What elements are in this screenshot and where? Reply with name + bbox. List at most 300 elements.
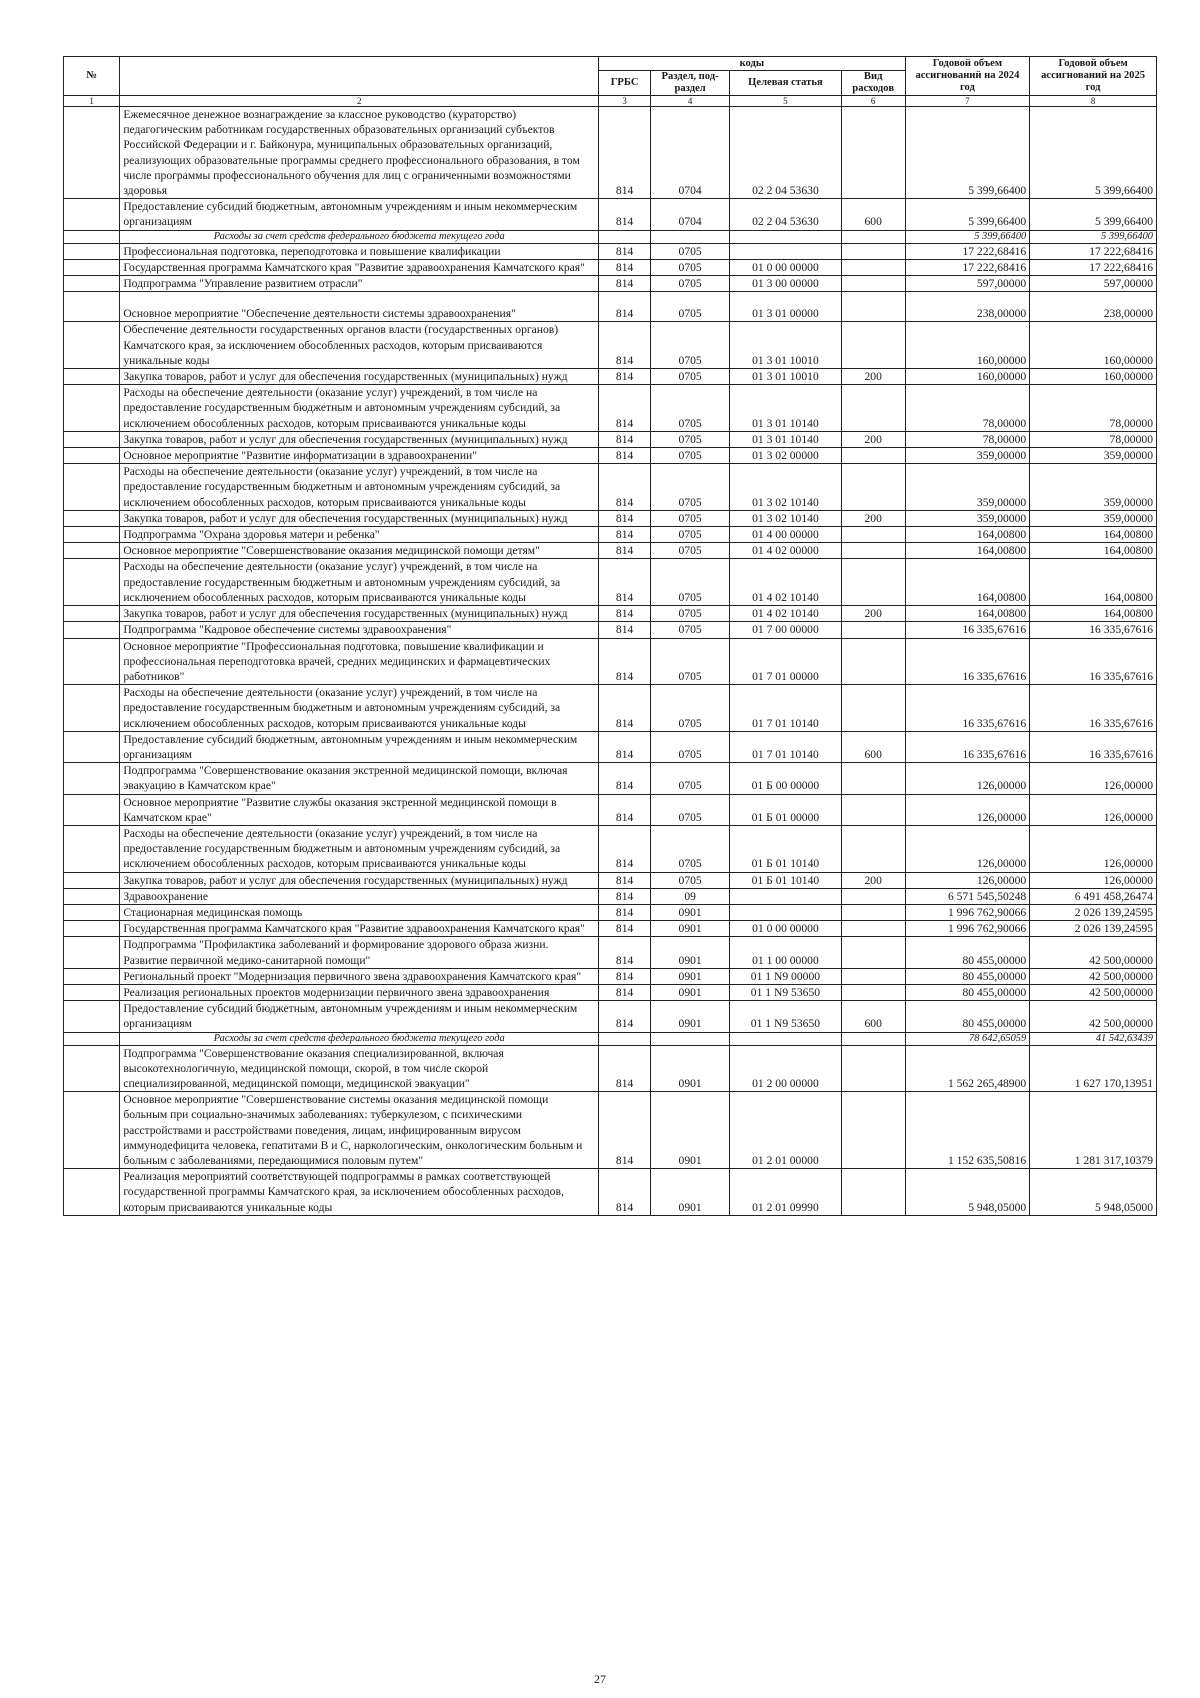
cell-grbs: 814 (599, 731, 651, 762)
table-row (64, 543, 1157, 559)
cell-vid (841, 543, 905, 559)
table-row (64, 937, 1157, 968)
cell-grbs: 814 (599, 685, 651, 732)
cell-num (64, 937, 120, 968)
cell-vol-2024: 164,00800 (905, 527, 1030, 543)
cell-num (64, 385, 120, 432)
cell-target: 01 2 01 00000 (730, 1092, 842, 1169)
cell-vol-2024: 164,00800 (905, 543, 1030, 559)
cell-target: 01 7 01 00000 (730, 638, 842, 685)
cell-razdel: 0901 (651, 1045, 730, 1092)
header-vol-2024: Годовой объем ассигнований на 2024 год (905, 57, 1030, 96)
table-row (64, 431, 1157, 447)
table-row (64, 527, 1157, 543)
cell-target (730, 904, 842, 920)
cell-num (64, 888, 120, 904)
cell-vid (841, 559, 905, 606)
cell-grbs: 814 (599, 431, 651, 447)
cell-target: 01 3 01 10010 (730, 322, 842, 369)
cell-name: Подпрограмма "Совершенствование оказания экстренной медицинской помощи, включая эвакуацию в Камчатском крае" (120, 763, 599, 794)
col-number: 6 (841, 96, 905, 107)
budget-table (63, 56, 1157, 1216)
cell-name: Предоставление субсидий бюджетным, автономным учреждениям и иным некоммерческим организациям (120, 1001, 599, 1032)
cell-name: Подпрограмма "Управление развитием отрасли" (120, 276, 599, 292)
cell-num (64, 276, 120, 292)
cell-razdel: 0901 (651, 937, 730, 968)
cell-num (64, 763, 120, 794)
cell-grbs: 814 (599, 559, 651, 606)
cell-vol-2024: 359,00000 (905, 510, 1030, 526)
cell-razdel: 0704 (651, 199, 730, 230)
cell-grbs: 814 (599, 968, 651, 984)
cell-name: Предоставление субсидий бюджетным, автономным учреждениям и иным некоммерческим организациям (120, 731, 599, 762)
cell-vid (841, 888, 905, 904)
cell-grbs: 814 (599, 448, 651, 464)
cell-target: 01 3 00 00000 (730, 276, 842, 292)
cell-name: Стационарная медицинская помощь (120, 904, 599, 920)
cell-num (64, 904, 120, 920)
cell-vid (841, 385, 905, 432)
cell-vol-2025: 5 399,66400 (1030, 230, 1157, 243)
cell-vol-2024: 80 455,00000 (905, 1001, 1030, 1032)
cell-vol-2024: 5 399,66400 (905, 199, 1030, 230)
cell-target (730, 243, 842, 259)
table-row (64, 230, 1157, 243)
table-row (64, 199, 1157, 230)
cell-vol-2025: 42 500,00000 (1030, 937, 1157, 968)
cell-vol-2024: 78 642,65059 (905, 1032, 1030, 1045)
cell-target: 01 3 02 00000 (730, 448, 842, 464)
table-row (64, 559, 1157, 606)
cell-num (64, 543, 120, 559)
cell-target (730, 230, 842, 243)
header-codes: коды (599, 57, 906, 71)
table-row (64, 622, 1157, 638)
cell-vol-2024: 78,00000 (905, 385, 1030, 432)
cell-razdel: 0705 (651, 369, 730, 385)
cell-vid (841, 685, 905, 732)
cell-vol-2025: 6 491 458,26474 (1030, 888, 1157, 904)
cell-razdel: 0705 (651, 638, 730, 685)
cell-vid (841, 527, 905, 543)
cell-grbs: 814 (599, 107, 651, 199)
table-row (64, 606, 1157, 622)
table-row (64, 322, 1157, 369)
cell-vol-2025: 238,00000 (1030, 292, 1157, 322)
table-row (64, 904, 1157, 920)
cell-vol-2024: 78,00000 (905, 431, 1030, 447)
cell-vol-2025: 42 500,00000 (1030, 968, 1157, 984)
cell-vol-2025: 359,00000 (1030, 510, 1157, 526)
cell-vol-2025: 42 500,00000 (1030, 1001, 1157, 1032)
table-row (64, 276, 1157, 292)
cell-num (64, 431, 120, 447)
cell-vol-2024: 80 455,00000 (905, 984, 1030, 1000)
table-row (64, 510, 1157, 526)
table-row (64, 464, 1157, 511)
cell-vid (841, 1045, 905, 1092)
cell-target: 01 0 00 00000 (730, 921, 842, 937)
cell-vol-2025: 42 500,00000 (1030, 984, 1157, 1000)
cell-vid (841, 622, 905, 638)
cell-grbs: 814 (599, 794, 651, 825)
col-number: 1 (64, 96, 120, 107)
cell-vol-2024: 164,00800 (905, 559, 1030, 606)
cell-vid (841, 638, 905, 685)
cell-vol-2025: 126,00000 (1030, 794, 1157, 825)
cell-vid (841, 448, 905, 464)
header-grbs: ГРБС (599, 71, 651, 96)
cell-target: 01 7 00 00000 (730, 622, 842, 638)
cell-target: 01 2 01 09990 (730, 1169, 842, 1216)
cell-vid (841, 904, 905, 920)
cell-razdel: 0705 (651, 794, 730, 825)
cell-vol-2024: 1 152 635,50816 (905, 1092, 1030, 1169)
cell-target: 01 Б 01 00000 (730, 794, 842, 825)
cell-name: Основное мероприятие "Обеспечение деятельности системы здравоохранения" (120, 292, 599, 322)
cell-vol-2024: 359,00000 (905, 448, 1030, 464)
cell-grbs: 814 (599, 606, 651, 622)
table-row (64, 984, 1157, 1000)
cell-vol-2024: 16 335,67616 (905, 622, 1030, 638)
cell-vol-2024: 1 996 762,90066 (905, 921, 1030, 937)
cell-num (64, 464, 120, 511)
table-body (64, 107, 1157, 1216)
col-number: 3 (599, 96, 651, 107)
cell-name: Основное мероприятие "Развитие информатизации в здравоохранении" (120, 448, 599, 464)
cell-target: 01 7 01 10140 (730, 731, 842, 762)
cell-vol-2025: 126,00000 (1030, 825, 1157, 872)
cell-grbs: 814 (599, 622, 651, 638)
column-number-row (64, 96, 1157, 107)
cell-grbs: 814 (599, 1001, 651, 1032)
table-row (64, 1169, 1157, 1216)
cell-vol-2025: 16 335,67616 (1030, 638, 1157, 685)
cell-num (64, 731, 120, 762)
cell-vol-2025: 17 222,68416 (1030, 259, 1157, 275)
cell-num (64, 243, 120, 259)
cell-vid (841, 921, 905, 937)
cell-name: Основное мероприятие "Совершенствование оказания медицинской помощи детям" (120, 543, 599, 559)
cell-num (64, 230, 120, 243)
cell-name: Расходы на обеспечение деятельности (оказание услуг) учреждений, в том числе на предоставление государственным бюджетным и автономным учреждениям субсидий, за исключением обособленных расходов, которым присваиваются уникальные коды (120, 464, 599, 511)
cell-razdel: 0901 (651, 1169, 730, 1216)
cell-num (64, 825, 120, 872)
cell-grbs: 814 (599, 638, 651, 685)
table-row (64, 921, 1157, 937)
cell-vol-2024: 160,00000 (905, 322, 1030, 369)
cell-target: 01 1 N9 53650 (730, 1001, 842, 1032)
cell-num (64, 984, 120, 1000)
cell-grbs: 814 (599, 1169, 651, 1216)
cell-num (64, 292, 120, 322)
cell-razdel: 0705 (651, 276, 730, 292)
cell-target: 01 3 01 00000 (730, 292, 842, 322)
cell-grbs: 814 (599, 904, 651, 920)
cell-name: Закупка товаров, работ и услуг для обеспечения государственных (муниципальных) нужд (120, 872, 599, 888)
cell-vol-2024: 597,00000 (905, 276, 1030, 292)
cell-num (64, 872, 120, 888)
cell-name: Подпрограмма "Профилактика заболеваний и формирование здорового образа жизни. Развитие первичной медико-санитарной помощи" (120, 937, 599, 968)
cell-razdel: 0705 (651, 292, 730, 322)
cell-target: 01 1 N9 00000 (730, 968, 842, 984)
cell-vid (841, 1032, 905, 1045)
cell-vid (841, 230, 905, 243)
cell-name: Расходы за счет средств федерального бюджета текущего года (120, 230, 599, 243)
cell-vol-2024: 126,00000 (905, 825, 1030, 872)
cell-target: 01 4 02 00000 (730, 543, 842, 559)
cell-name: Расходы за счет средств федерального бюджета текущего года (120, 1032, 599, 1045)
cell-vol-2025: 160,00000 (1030, 322, 1157, 369)
cell-num (64, 199, 120, 230)
cell-razdel: 0705 (651, 464, 730, 511)
page-number: 27 (594, 1672, 606, 1686)
header-vid: Вид расходов (841, 71, 905, 96)
cell-num (64, 1169, 120, 1216)
cell-num (64, 968, 120, 984)
cell-vol-2025: 164,00800 (1030, 559, 1157, 606)
cell-vol-2024: 126,00000 (905, 872, 1030, 888)
cell-vol-2025: 17 222,68416 (1030, 243, 1157, 259)
cell-num (64, 369, 120, 385)
cell-vol-2025: 78,00000 (1030, 385, 1157, 432)
table-row (64, 292, 1157, 322)
header-name (120, 57, 599, 96)
cell-name: Профессиональная подготовка, переподготовка и повышение квалификации (120, 243, 599, 259)
cell-vid (841, 1092, 905, 1169)
cell-target (730, 1032, 842, 1045)
cell-vol-2024: 80 455,00000 (905, 968, 1030, 984)
cell-target: 01 1 N9 53650 (730, 984, 842, 1000)
cell-razdel: 09 (651, 888, 730, 904)
cell-vol-2025: 5 948,05000 (1030, 1169, 1157, 1216)
cell-target (730, 888, 842, 904)
cell-grbs: 814 (599, 276, 651, 292)
cell-vol-2025: 164,00800 (1030, 543, 1157, 559)
cell-razdel: 0901 (651, 904, 730, 920)
cell-target: 01 0 00 00000 (730, 259, 842, 275)
cell-target: 02 2 04 53630 (730, 199, 842, 230)
cell-vol-2024: 126,00000 (905, 794, 1030, 825)
cell-target: 01 Б 01 10140 (730, 825, 842, 872)
cell-razdel: 0705 (651, 322, 730, 369)
cell-vid: 200 (841, 431, 905, 447)
cell-vol-2024: 164,00800 (905, 606, 1030, 622)
cell-grbs: 814 (599, 464, 651, 511)
cell-vol-2025: 2 026 139,24595 (1030, 904, 1157, 920)
cell-vid: 200 (841, 510, 905, 526)
cell-name: Основное мероприятие "Развитие службы оказания экстренной медицинской помощи в Камчатском крае" (120, 794, 599, 825)
cell-vol-2024: 80 455,00000 (905, 937, 1030, 968)
cell-razdel: 0901 (651, 1001, 730, 1032)
cell-name: Подпрограмма "Охрана здоровья матери и ребенка" (120, 527, 599, 543)
cell-num (64, 606, 120, 622)
cell-vol-2025: 2 026 139,24595 (1030, 921, 1157, 937)
cell-target: 01 Б 01 10140 (730, 872, 842, 888)
cell-name: Реализация региональных проектов модернизации первичного звена здравоохранения (120, 984, 599, 1000)
cell-razdel: 0705 (651, 825, 730, 872)
cell-vid (841, 292, 905, 322)
cell-vol-2025: 5 399,66400 (1030, 107, 1157, 199)
table-row (64, 763, 1157, 794)
cell-name: Обеспечение деятельности государственных органов власти (государственных органов) Камчатского края, за исключением обособленных расходов, которым присваиваются уникальные коды (120, 322, 599, 369)
cell-num (64, 794, 120, 825)
cell-grbs: 814 (599, 825, 651, 872)
cell-num (64, 1092, 120, 1169)
cell-vol-2024: 160,00000 (905, 369, 1030, 385)
table-row (64, 1032, 1157, 1045)
cell-vid: 200 (841, 606, 905, 622)
cell-vid (841, 276, 905, 292)
cell-vol-2024: 1 562 265,48900 (905, 1045, 1030, 1092)
cell-grbs: 814 (599, 1092, 651, 1169)
header-razdel: Раздел, под-раздел (651, 71, 730, 96)
cell-name: Подпрограмма "Совершенствование оказания специализированной, включая высокотехнологичную, медицинской помощи, скорой, в том числе скорой специализированной, медицинской помощи, медицинской эвакуации" (120, 1045, 599, 1092)
cell-vid: 200 (841, 369, 905, 385)
cell-vol-2024: 17 222,68416 (905, 243, 1030, 259)
cell-grbs: 814 (599, 385, 651, 432)
cell-razdel (651, 230, 730, 243)
table-row (64, 369, 1157, 385)
cell-vid (841, 464, 905, 511)
cell-razdel: 0901 (651, 968, 730, 984)
cell-razdel: 0705 (651, 685, 730, 732)
cell-grbs: 814 (599, 872, 651, 888)
cell-target: 01 1 00 00000 (730, 937, 842, 968)
cell-name: Расходы на обеспечение деятельности (оказание услуг) учреждений, в том числе на предоставление государственным бюджетным и автономным учреждениям субсидий, за исключением обособленных расходов, которым присваиваются уникальные коды (120, 385, 599, 432)
cell-vol-2024: 16 335,67616 (905, 731, 1030, 762)
cell-name: Основное мероприятие "Профессиональная подготовка, повышение квалификации и профессиональная переподготовка врачей, средних медицинских и фармацевтических работников" (120, 638, 599, 685)
cell-razdel: 0705 (651, 448, 730, 464)
cell-grbs: 814 (599, 763, 651, 794)
cell-vol-2025: 16 335,67616 (1030, 685, 1157, 732)
cell-razdel: 0705 (651, 431, 730, 447)
cell-vol-2024: 16 335,67616 (905, 638, 1030, 685)
cell-vol-2024: 6 571 545,50248 (905, 888, 1030, 904)
cell-grbs: 814 (599, 543, 651, 559)
budget-table-sheet (63, 56, 1157, 1216)
cell-vid: 600 (841, 731, 905, 762)
cell-target: 01 4 02 10140 (730, 559, 842, 606)
cell-name: Расходы на обеспечение деятельности (оказание услуг) учреждений, в том числе на предоставление государственным бюджетным и автономным учреждениям субсидий, за исключением обособленных расходов, которым присваиваются уникальные коды (120, 559, 599, 606)
cell-vid (841, 937, 905, 968)
cell-target: 01 2 00 00000 (730, 1045, 842, 1092)
cell-target: 01 4 00 00000 (730, 527, 842, 543)
cell-num (64, 1001, 120, 1032)
cell-name: Государственная программа Камчатского края "Развитие здравоохранения Камчатского края" (120, 259, 599, 275)
cell-target: 01 3 01 10140 (730, 385, 842, 432)
cell-grbs: 814 (599, 888, 651, 904)
cell-name: Закупка товаров, работ и услуг для обеспечения государственных (муниципальных) нужд (120, 431, 599, 447)
cell-razdel: 0705 (651, 763, 730, 794)
cell-razdel: 0705 (651, 385, 730, 432)
cell-target: 01 3 01 10010 (730, 369, 842, 385)
cell-num (64, 259, 120, 275)
cell-grbs: 814 (599, 259, 651, 275)
cell-num (64, 448, 120, 464)
cell-vid (841, 825, 905, 872)
cell-vol-2024: 359,00000 (905, 464, 1030, 511)
cell-razdel: 0901 (651, 1092, 730, 1169)
table-row (64, 107, 1157, 199)
cell-vid (841, 1169, 905, 1216)
cell-name: Основное мероприятие "Совершенствование системы оказания медицинской помощи больным при социально-значимых заболеваниях: туберкулезом, с психическими расстройствами и расстройствами поведения, лицам, инфицированным вирусом иммунодефицита человека, гепатитами В и С, наркологическим, онкологическим больным и больным с заболеваниями, передающимися половым путем" (120, 1092, 599, 1169)
cell-grbs (599, 230, 651, 243)
cell-name: Закупка товаров, работ и услуг для обеспечения государственных (муниципальных) нужд (120, 369, 599, 385)
cell-vol-2025: 359,00000 (1030, 464, 1157, 511)
cell-razdel (651, 1032, 730, 1045)
table-row (64, 825, 1157, 872)
col-number: 7 (905, 96, 1030, 107)
cell-vid (841, 984, 905, 1000)
cell-num (64, 638, 120, 685)
table-row (64, 794, 1157, 825)
cell-vol-2025: 597,00000 (1030, 276, 1157, 292)
table-row (64, 385, 1157, 432)
cell-grbs: 814 (599, 1045, 651, 1092)
cell-target: 01 4 02 10140 (730, 606, 842, 622)
cell-target: 01 7 01 10140 (730, 685, 842, 732)
cell-grbs: 814 (599, 527, 651, 543)
cell-vid: 600 (841, 1001, 905, 1032)
table-row (64, 872, 1157, 888)
table-row (64, 888, 1157, 904)
header-num: № (64, 57, 120, 96)
cell-razdel: 0705 (651, 872, 730, 888)
header-target: Целевая статья (730, 71, 842, 96)
cell-grbs: 814 (599, 984, 651, 1000)
cell-vol-2024: 5 399,66400 (905, 230, 1030, 243)
cell-num (64, 622, 120, 638)
cell-target: 01 3 02 10140 (730, 510, 842, 526)
cell-vol-2025: 16 335,67616 (1030, 731, 1157, 762)
table-row (64, 968, 1157, 984)
cell-vid (841, 243, 905, 259)
cell-vol-2024: 1 996 762,90066 (905, 904, 1030, 920)
cell-target: 01 3 02 10140 (730, 464, 842, 511)
table-row (64, 243, 1157, 259)
cell-vid (841, 763, 905, 794)
table-row (64, 731, 1157, 762)
cell-vol-2025: 1 627 170,13951 (1030, 1045, 1157, 1092)
cell-vid (841, 107, 905, 199)
col-number: 2 (120, 96, 599, 107)
col-number: 4 (651, 96, 730, 107)
table-row (64, 1045, 1157, 1092)
cell-razdel: 0705 (651, 622, 730, 638)
cell-grbs: 814 (599, 292, 651, 322)
cell-razdel: 0704 (651, 107, 730, 199)
cell-razdel: 0705 (651, 510, 730, 526)
cell-vol-2025: 126,00000 (1030, 763, 1157, 794)
table-row (64, 1092, 1157, 1169)
table-row (64, 259, 1157, 275)
cell-num (64, 1045, 120, 1092)
cell-vol-2024: 126,00000 (905, 763, 1030, 794)
col-number: 8 (1030, 96, 1157, 107)
cell-grbs: 814 (599, 369, 651, 385)
table-row (64, 1001, 1157, 1032)
cell-vol-2025: 126,00000 (1030, 872, 1157, 888)
cell-vid: 200 (841, 872, 905, 888)
cell-name: Закупка товаров, работ и услуг для обеспечения государственных (муниципальных) нужд (120, 510, 599, 526)
cell-name: Расходы на обеспечение деятельности (оказание услуг) учреждений, в том числе на предоставление государственным бюджетным и автономным учреждениям субсидий, за исключением обособленных расходов, которым присваиваются уникальные коды (120, 685, 599, 732)
cell-name: Предоставление субсидий бюджетным, автономным учреждениям и иным некоммерческим организациям (120, 199, 599, 230)
cell-grbs: 814 (599, 937, 651, 968)
cell-target: 02 2 04 53630 (730, 107, 842, 199)
cell-vol-2025: 16 335,67616 (1030, 622, 1157, 638)
cell-name: Ежемесячное денежное вознаграждение за классное руководство (кураторство) педагогическим работникам государственных образовательных организаций субъектов Российской Федерации и г. Байконура, муниципальных образовательных организаций, реализующих образовательные программы среднего профессионального образования, в том числе программы профессионального обучения для лиц с ограниченными возможностями здоровья (120, 107, 599, 199)
